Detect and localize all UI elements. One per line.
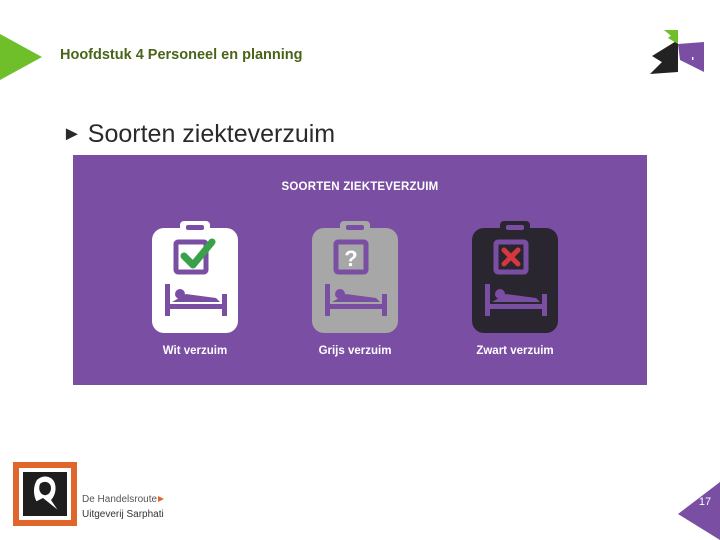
- infographic-heading: SOORTEN ZIEKTEVERZUIM: [281, 181, 439, 193]
- card-label-wit: Wit verzuim: [162, 345, 228, 357]
- slide-title-text: Soorten ziekteverzuim: [87, 120, 336, 148]
- card-wit-verzuim: [150, 220, 240, 335]
- clipboard-checkmark-icon: [150, 220, 240, 335]
- publisher-name-line2: Uitgeverij Sarphati: [82, 509, 164, 520]
- corner-logo-icon: [650, 28, 706, 76]
- svg-text:?: ?: [344, 246, 358, 271]
- page-number: 17: [698, 496, 712, 508]
- card-label-zwart: Zwart verzuim: [476, 345, 554, 357]
- card-label-grijs: Grijs verzuim: [318, 345, 392, 357]
- slide-title: [62, 120, 335, 149]
- header-arrow-icon: [0, 34, 42, 80]
- bullet-arrow-icon: ►: [62, 123, 82, 145]
- infographic-panel: [73, 155, 647, 385]
- card-zwart-verzuim: [470, 220, 560, 335]
- card-grijs-verzuim: [310, 220, 400, 335]
- clipboard-question-icon: [310, 220, 400, 335]
- publisher-arrow-icon: [158, 496, 164, 502]
- chapter-title: Hoofdstuk 4 Personeel en planning: [60, 47, 303, 63]
- publisher-logo-icon: [13, 462, 77, 526]
- clipboard-cross-icon: [470, 220, 560, 335]
- page-corner-shape: [678, 482, 720, 540]
- publisher-name-line1: De Handelsroute: [82, 494, 158, 505]
